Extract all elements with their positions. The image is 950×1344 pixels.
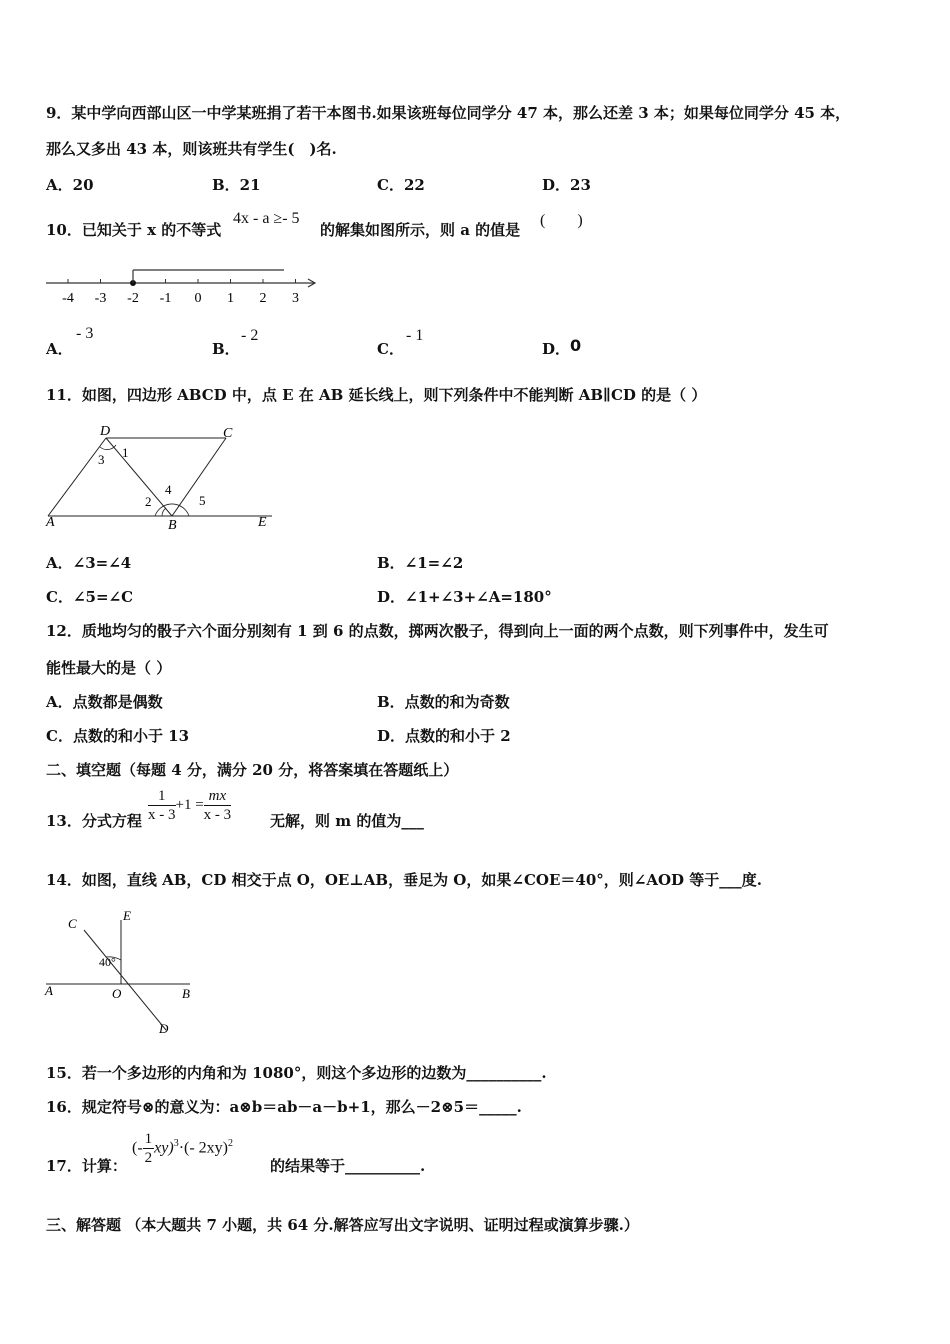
q17-exp1: 3 [173, 1137, 179, 1149]
number-line-tick-label: -4 [62, 291, 74, 306]
q11-angle-1: 1 [122, 445, 129, 460]
q11-label-e: E [258, 515, 267, 530]
q9-line2: 那么又多出 43 本，则该班共有学生( )名. [46, 140, 337, 158]
q14-label-a: A [45, 983, 53, 998]
q17-mid: xy) [154, 1139, 174, 1157]
q13-prefix: 13．分式方程 [46, 812, 142, 830]
q10-option-c-label: C． [377, 340, 404, 358]
q11-angle-3: 3 [98, 452, 105, 467]
q10-option-b-label: B． [212, 340, 240, 358]
q12-option-c: C．点数的和小于 13 [46, 727, 190, 745]
q11-angle-5: 5 [199, 493, 206, 508]
q17-frac-den: 2 [144, 1150, 153, 1166]
q11-label-b: B [168, 518, 177, 533]
q11-text: 11．如图，四边形 ABCD 中，点 E 在 AB 延长线上，则下列条件中不能判断 AB∥CD 的是（ ） [46, 386, 707, 404]
section2-heading: 二、填空题（每题 4 分，满分 20 分，将答案填在答题纸上） [46, 761, 459, 779]
q17-open: (- [132, 1139, 143, 1157]
q13-plus-one: +1 = [175, 797, 204, 813]
q11-option-d: D．∠1+∠3+∠A=180° [377, 588, 552, 606]
q9-line1: 9．某中学向西部山区一中学某班捐了若干本图书.如果该班每位同学分 47 本，那么还差 3 本；如果每位同学分 45 本， [46, 104, 851, 122]
q15-text: 15．若一个多边形的内角和为 1080°，则这个多边形的边数为__________. [46, 1064, 547, 1082]
q13-frac2 [204, 787, 232, 824]
q11-figure [42, 420, 277, 535]
q14-label-c: C [68, 916, 77, 931]
q14-label-b: B [182, 986, 190, 1001]
q13-frac1 [148, 787, 176, 824]
q16-text: 16．规定符号⊗的意义为：a⊗b＝ab－a－b+1，那么－2⊗5＝_____. [46, 1098, 522, 1116]
q11-option-a: A．∠3=∠4 [46, 554, 132, 572]
q13-suffix: 无解，则 m 的值为___ [270, 812, 424, 830]
q10-suffix: 的解集如图所示，则 a 的值是 [320, 221, 521, 239]
q10-paren: ( ) [540, 212, 583, 229]
q13-equation [148, 787, 231, 824]
number-line-tick-label: 0 [194, 291, 202, 306]
q9-option-d: D．23 [542, 176, 591, 194]
q12-line1: 12．质地均匀的骰子六个面分别刻有 1 到 6 的点数，掷两次骰子，得到向上一面的两个点数，则下列事件中，发生可 [46, 622, 829, 640]
q10-prefix: 10．已知关于 x 的不等式 [46, 221, 222, 239]
q12-option-a: A．点数都是偶数 [46, 693, 163, 711]
q14-text: 14．如图，直线 AB，CD 相交于点 O，OE⊥AB，垂足为 O，如果∠COE＝40°，则∠AOD 等于___度. [46, 871, 762, 889]
q17-expression [132, 1130, 233, 1167]
q9-option-c: C．22 [377, 176, 425, 194]
q13-frac1-den: x - 3 [148, 807, 176, 823]
section3-heading: 三、解答题 （本大题共 7 小题，共 64 分.解答应写出文字说明、证明过程或演算步骤.） [46, 1216, 639, 1234]
q11-label-a: A [46, 515, 55, 530]
number-line-tick-label: -1 [159, 291, 172, 306]
number-line-tick-label: 2 [259, 291, 267, 306]
q13-frac1-num: 1 [148, 787, 176, 806]
q14-label-o: O [112, 986, 122, 1001]
q11-label-c: C [223, 426, 233, 441]
q17-suffix: 的结果等于__________. [270, 1157, 426, 1175]
q17-frac [143, 1130, 155, 1167]
q10-option-b-value: - 2 [241, 327, 259, 344]
q11-angle-2: 2 [145, 494, 152, 509]
q17-exp2: 2 [228, 1137, 233, 1149]
q14-figure [42, 908, 202, 1038]
q9-option-a: A．20 [46, 176, 94, 194]
q17-dot: ·(- 2xy) [178, 1139, 228, 1157]
q10-inequality: 4x - a ≥- 5 [233, 210, 300, 227]
q10-option-a-value: - 3 [76, 325, 94, 342]
q11-label-d: D [100, 424, 111, 439]
q12-option-b: B．点数的和为奇数 [377, 693, 510, 711]
q12-option-d: D．点数的和小于 2 [377, 727, 511, 745]
q10-option-d-label: D． [542, 340, 571, 358]
q11-option-b: B．∠1=∠2 [377, 554, 464, 572]
q12-line2: 能性最大的是（ ） [46, 659, 172, 677]
q10-option-c-value: - 1 [406, 327, 424, 344]
q14-label-d: D [159, 1021, 169, 1036]
q14-angle-label: 40° [99, 955, 116, 969]
q11-option-c: C．∠5=∠C [46, 588, 134, 606]
q13-frac2-num: mx [204, 787, 232, 806]
q9-option-b: B．21 [212, 176, 261, 194]
number-line-tick-label: -3 [94, 291, 107, 306]
q10-option-d-value: 0 [570, 336, 582, 355]
number-line-tick-label: -2 [127, 291, 139, 306]
q13-frac2-den: x - 3 [203, 807, 232, 823]
number-line-tick-label: 3 [292, 291, 299, 306]
q10-option-a-label: A． [46, 340, 73, 358]
q14-label-e: E [123, 908, 131, 923]
q11-angle-4: 4 [165, 482, 172, 497]
q17-frac-num: 1 [144, 1131, 153, 1147]
q17-prefix: 17．计算： [46, 1157, 127, 1175]
number-line-tick-label: 1 [227, 291, 234, 306]
q10-number-line [42, 262, 332, 312]
